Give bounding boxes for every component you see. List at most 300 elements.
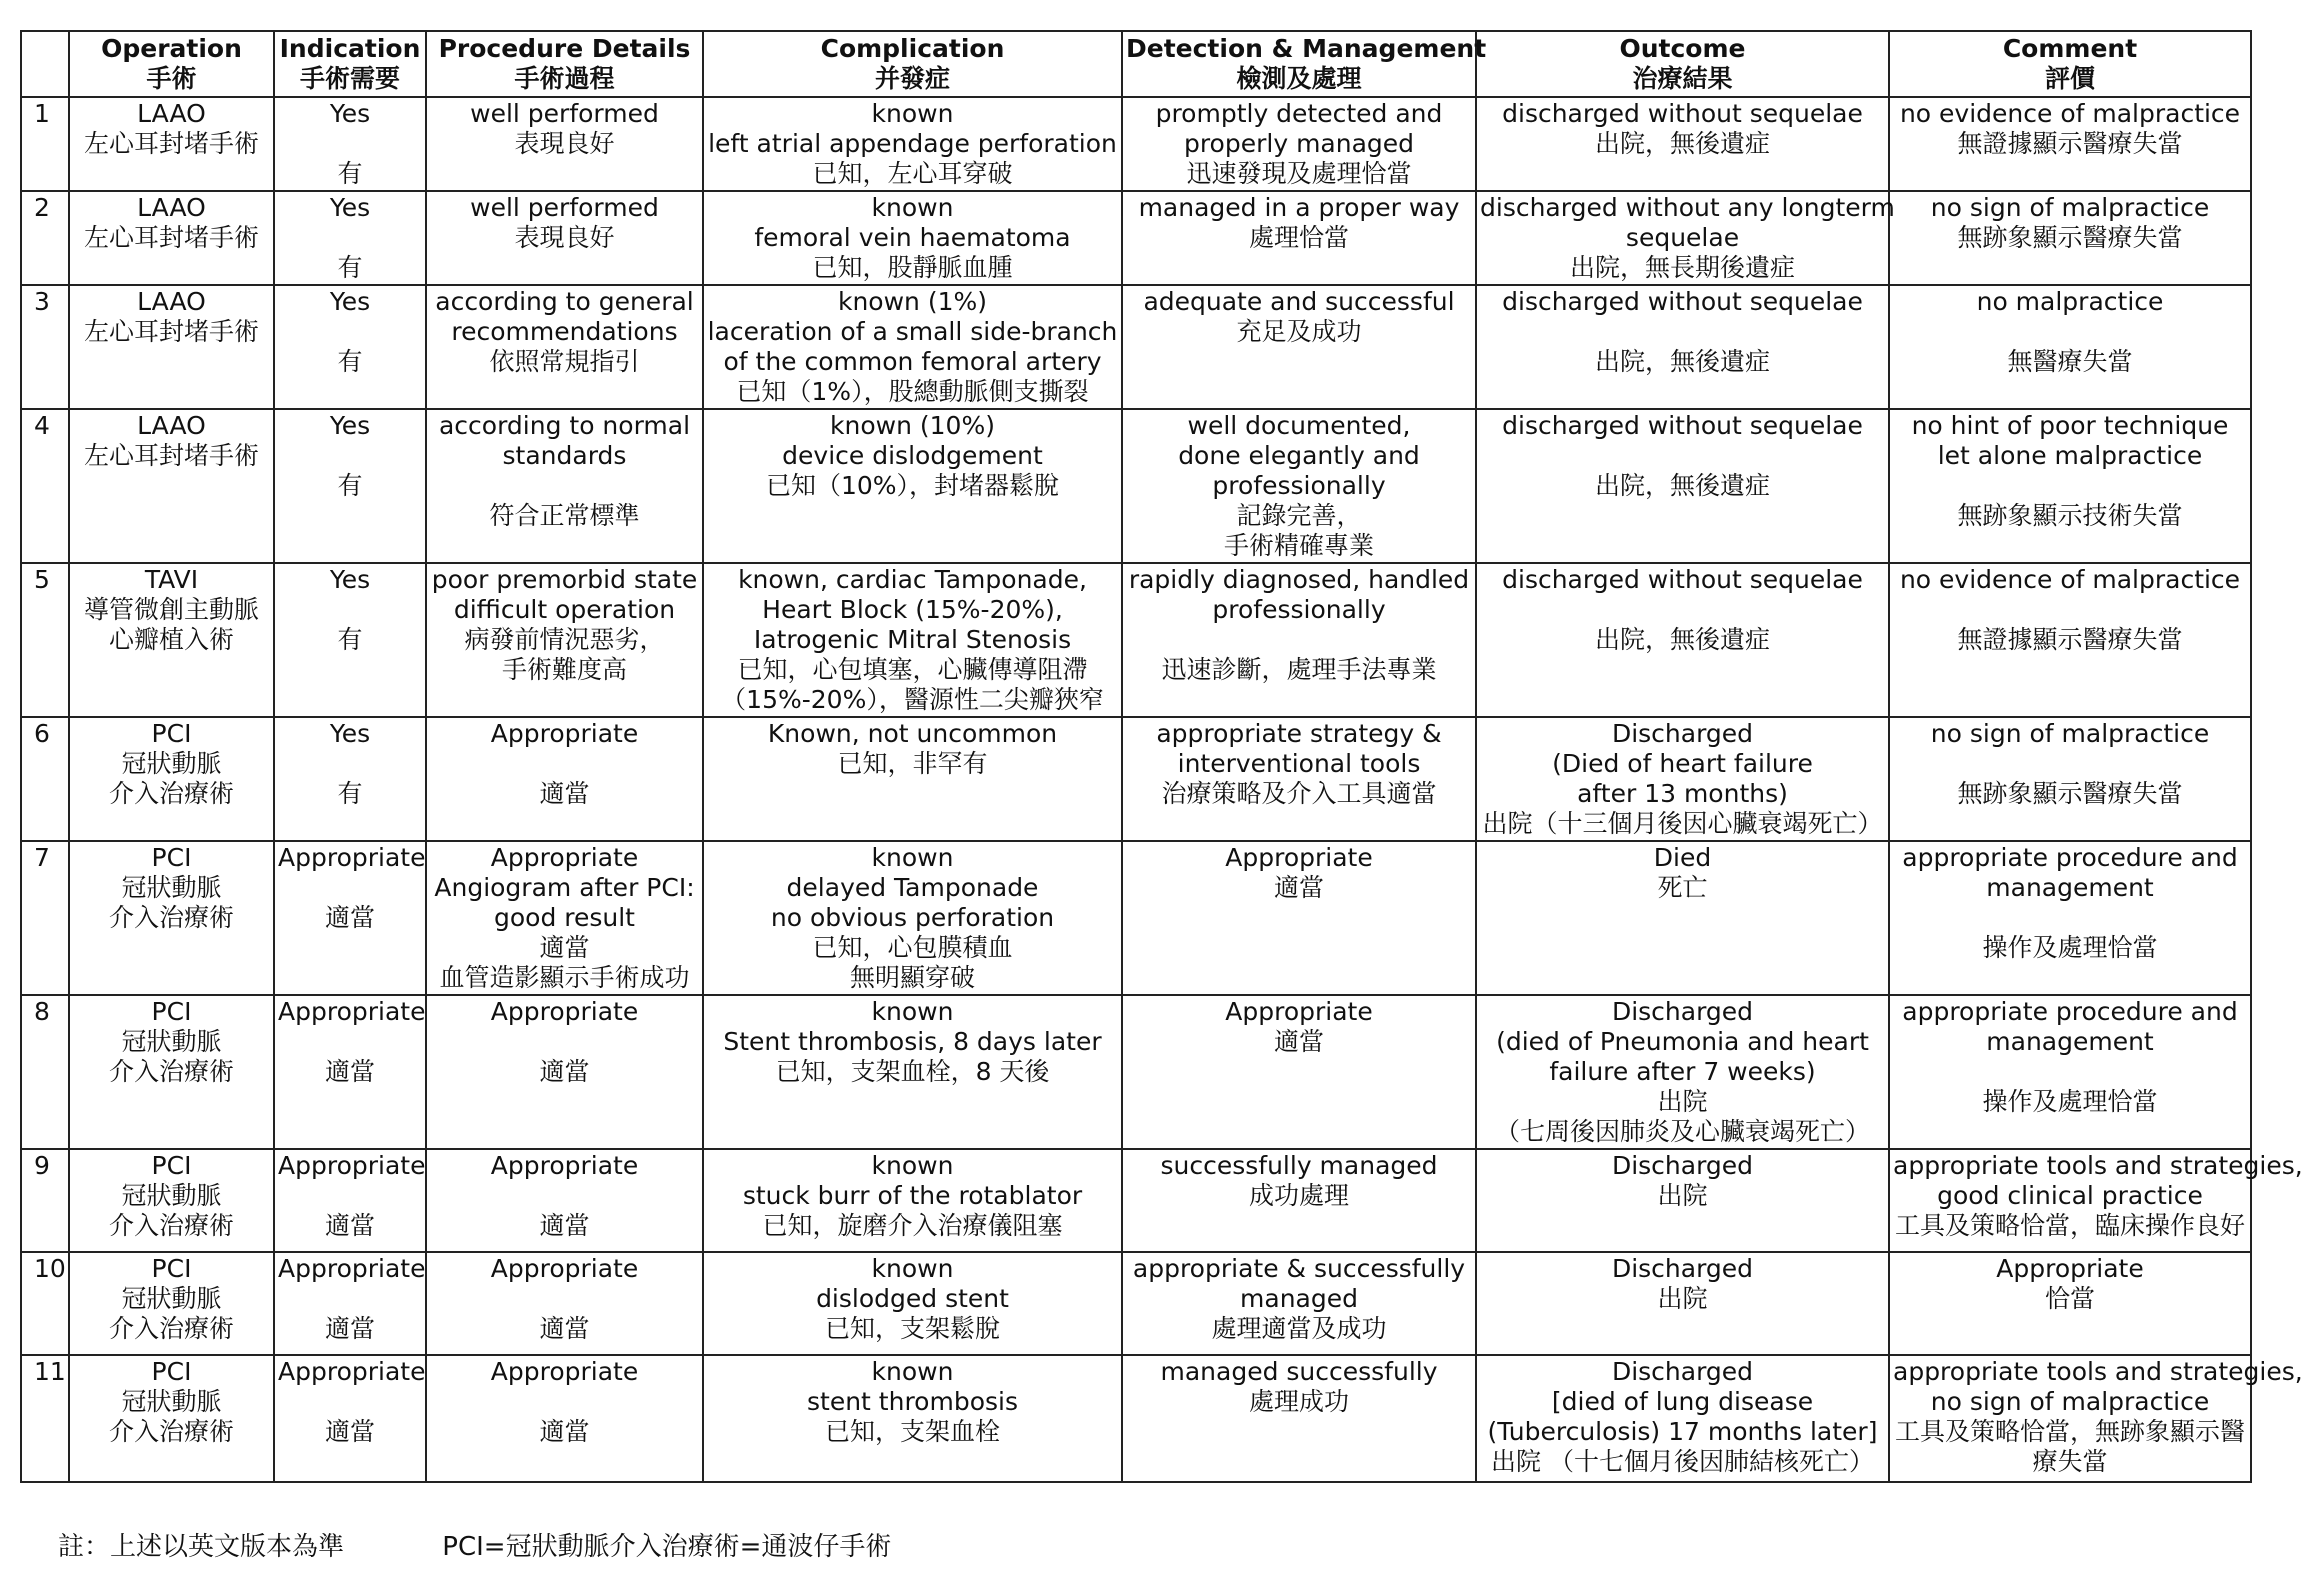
indication-text-line: Yes <box>329 411 371 440</box>
detection-cell <box>1122 841 1476 995</box>
indication-text-line <box>278 129 422 159</box>
indication-text-line: 有 <box>337 471 363 500</box>
comment-cell <box>1889 97 2251 191</box>
detection-text-line: 記錄完善， <box>1236 501 1362 530</box>
outcome-text-line: 出院，無後遺症 <box>1594 471 1770 500</box>
procedure-text-line: 表現良好 <box>514 223 615 252</box>
operation-text-line: LAAO <box>137 99 206 128</box>
complication-cell <box>703 717 1122 841</box>
row-number-cell <box>21 995 69 1149</box>
procedure-cell <box>426 717 703 841</box>
detection-text-line: well documented, <box>1187 411 1411 440</box>
comment-cell <box>1889 1252 2251 1355</box>
operation-text-line: 左心耳封堵手術 <box>83 317 259 346</box>
indication-text-line <box>278 1027 422 1057</box>
operation-text-line: 介入治療術 <box>108 1057 234 1086</box>
operation-text-line: 冠狀動脈 <box>121 1387 222 1416</box>
indication-text-line: Yes <box>329 99 371 128</box>
comment-text-line: no evidence of malpractice <box>1899 99 2241 128</box>
comment-cell <box>1889 285 2251 409</box>
outcome-text-line: (Died of heart failure <box>1552 749 1813 778</box>
outcome-text-line: 出院 <box>1657 1181 1708 1210</box>
indication-text-line <box>278 441 422 471</box>
outcome-text-line: Discharged <box>1611 1357 1754 1386</box>
operation-text-line: 左心耳封堵手術 <box>83 441 259 470</box>
comment-cell <box>1889 1355 2303 1482</box>
indication-cell <box>274 409 426 563</box>
operation-text-line: 冠狀動脈 <box>121 1181 222 1210</box>
indication-text-line: 適當 <box>324 1314 375 1343</box>
outcome-text-line: 出院，無後遺症 <box>1594 347 1770 376</box>
indication-text-line: Yes <box>329 287 371 316</box>
operation-cell <box>69 563 274 717</box>
procedure-cell <box>426 1355 703 1482</box>
complication-text-line: Heart Block (15%-20%), <box>762 595 1063 624</box>
outcome-cell <box>1476 1355 1889 1482</box>
complication-cell <box>703 191 1122 285</box>
complication-text-line: 已知，支架血栓，8 天後 <box>775 1057 1050 1086</box>
complication-text-line: known <box>871 1254 954 1283</box>
comment-text-line <box>1893 317 2247 347</box>
comment-text-line: 操作及處理恰當 <box>1982 933 2158 962</box>
detection-text-line: 處理適當及成功 <box>1211 1314 1387 1343</box>
operation-text-line: TAVI <box>144 565 199 594</box>
comment-text-line: 無證據顯示醫療失當 <box>1957 625 2183 654</box>
procedure-text-line: 適當 <box>539 1417 590 1446</box>
header-operation: Operation 手術 <box>69 31 274 97</box>
row-number-cell <box>21 1355 69 1482</box>
row-number: 11 <box>34 1357 66 1386</box>
comment-text-line: no malpractice <box>1976 287 2164 316</box>
outcome-text-line <box>1480 317 1885 347</box>
complication-cell <box>703 1252 1122 1355</box>
outcome-text-line <box>1480 595 1885 625</box>
detection-text-line: appropriate & successfully <box>1132 1254 1466 1283</box>
comment-text-line: 療失當 <box>2032 1447 2108 1476</box>
outcome-text-line: （七周後因肺炎及心臟衰竭死亡） <box>1494 1117 1870 1146</box>
outcome-text-line <box>1480 441 1885 471</box>
table-body <box>21 97 2303 1482</box>
indication-text-line <box>278 1387 422 1417</box>
outcome-cell <box>1476 995 1889 1149</box>
complication-text-line: laceration of a small side-branch <box>707 317 1118 346</box>
comment-text-line: no evidence of malpractice <box>1899 565 2241 594</box>
procedure-text-line: Appropriate <box>490 1254 639 1283</box>
table-row <box>21 409 2251 563</box>
indication-text-line <box>278 595 422 625</box>
indication-cell <box>274 285 426 409</box>
comment-cell <box>1889 841 2251 995</box>
operation-text-line: 冠狀動脈 <box>121 1027 222 1056</box>
complication-text-line: device dislodgement <box>782 441 1043 470</box>
operation-text-line: 介入治療術 <box>108 1417 234 1446</box>
indication-cell <box>274 1149 426 1252</box>
footnotes <box>58 1526 891 1563</box>
case-review-table <box>20 30 2303 1483</box>
procedure-text-line: difficult operation <box>453 595 676 624</box>
complication-text-line: 已知，心包膜積血 <box>812 933 1013 962</box>
outcome-text-line: discharged without sequelae <box>1502 99 1863 128</box>
procedure-text-line: 依照常規指引 <box>489 347 640 376</box>
outcome-text-line: Discharged <box>1611 1151 1754 1180</box>
procedure-text-line: according to normal <box>438 411 691 440</box>
complication-text-line: 已知（1%），股總動脈側支撕裂 <box>736 377 1089 406</box>
comment-cell <box>1889 717 2251 841</box>
comment-text-line: appropriate procedure and <box>1902 843 2238 872</box>
row-number-cell <box>21 191 69 285</box>
operation-text-line: PCI <box>151 1357 192 1386</box>
operation-text-line: PCI <box>151 997 192 1026</box>
procedure-text-line: Appropriate <box>490 843 639 872</box>
detection-text-line: 處理恰當 <box>1248 223 1349 252</box>
indication-cell <box>274 1252 426 1355</box>
comment-text-line: Appropriate <box>1996 1254 2144 1283</box>
indication-text-line: Appropriate <box>278 1151 426 1180</box>
outcome-text-line: Discharged <box>1611 997 1754 1026</box>
procedure-text-line: according to general <box>435 287 694 316</box>
operation-text-line: LAAO <box>137 287 206 316</box>
procedure-text-line: 表現良好 <box>514 129 615 158</box>
outcome-cell <box>1476 97 1889 191</box>
table-row <box>21 1355 2251 1482</box>
detection-cell <box>1122 409 1476 563</box>
procedure-text-line: 血管造影顯示手術成功 <box>439 963 690 992</box>
outcome-text-line: discharged without any longterm <box>1480 193 1895 222</box>
header-outcome: Outcome 治療結果 <box>1476 31 1889 97</box>
operation-text-line: 介入治療術 <box>108 1211 234 1240</box>
complication-text-line: of the common femoral artery <box>723 347 1102 376</box>
detection-cell <box>1122 995 1476 1149</box>
header-complication: Complication 并發症 <box>703 31 1122 97</box>
row-number: 7 <box>34 843 50 872</box>
detection-text-line: 處理成功 <box>1248 1387 1349 1416</box>
row-number: 10 <box>34 1254 66 1283</box>
operation-text-line: 介入治療術 <box>108 779 234 808</box>
operation-text-line: 冠狀動脈 <box>121 1284 222 1313</box>
comment-cell <box>1889 995 2251 1149</box>
complication-cell <box>703 285 1122 409</box>
comment-text-line: appropriate procedure and <box>1902 997 2238 1026</box>
indication-text-line: Appropriate <box>278 843 426 872</box>
detection-text-line: 迅速診斷，處理手法專業 <box>1161 655 1437 684</box>
comment-text-line: good clinical practice <box>1937 1181 2203 1210</box>
outcome-cell <box>1476 285 1889 409</box>
procedure-text-line <box>430 1284 699 1314</box>
complication-text-line: Known, not uncommon <box>767 719 1058 748</box>
row-number: 4 <box>34 411 50 440</box>
detection-text-line: 迅速發現及處理恰當 <box>1186 159 1412 188</box>
indication-text-line <box>278 1284 422 1314</box>
detection-text-line: adequate and successful <box>1143 287 1455 316</box>
operation-text-line: PCI <box>151 1151 192 1180</box>
case-review-table-sheet <box>20 30 2303 1483</box>
complication-cell <box>703 97 1122 191</box>
indication-cell <box>274 191 426 285</box>
indication-text-line: 有 <box>337 625 363 654</box>
complication-text-line: known (10%) <box>830 411 995 440</box>
footnote-language: 註：上述以英文版本為準 <box>58 1532 345 1562</box>
indication-text-line <box>278 1181 422 1211</box>
complication-text-line: （15%-20%），醫源性二尖瓣狹窄 <box>721 685 1104 714</box>
detection-text-line <box>1126 625 1472 655</box>
detection-text-line: managed <box>1240 1284 1358 1313</box>
indication-text-line <box>278 223 422 253</box>
complication-text-line: left atrial appendage perforation <box>708 129 1117 158</box>
row-number-cell <box>21 717 69 841</box>
operation-text-line: 左心耳封堵手術 <box>83 129 259 158</box>
comment-text-line: let alone malpractice <box>1937 441 2203 470</box>
indication-text-line: Appropriate <box>278 997 426 1026</box>
table-row <box>21 717 2251 841</box>
detection-cell <box>1122 285 1476 409</box>
indication-text-line: 有 <box>337 779 363 808</box>
table-row <box>21 1252 2251 1355</box>
complication-text-line: 已知（10%），封堵器鬆脫 <box>765 471 1060 500</box>
complication-text-line: Iatrogenic Mitral Stenosis <box>753 625 1072 654</box>
table-row <box>21 285 2251 409</box>
complication-text-line: known <box>871 997 954 1026</box>
row-number: 8 <box>34 997 50 1026</box>
indication-text-line: 有 <box>337 347 363 376</box>
outcome-cell <box>1476 1149 1889 1252</box>
outcome-text-line: discharged without sequelae <box>1502 287 1863 316</box>
complication-text-line: 已知，支架鬆脫 <box>824 1314 1000 1343</box>
operation-text-line: PCI <box>151 1254 192 1283</box>
comment-text-line: no sign of malpractice <box>1930 1387 2210 1416</box>
operation-cell <box>69 717 274 841</box>
indication-cell <box>274 1355 426 1482</box>
comment-text-line: no sign of malpractice <box>1930 193 2210 222</box>
procedure-text-line: Angiogram after PCI: <box>434 873 695 902</box>
outcome-text-line: 出院，無後遺症 <box>1594 129 1770 158</box>
table-row <box>21 1149 2251 1252</box>
comment-text-line: no hint of poor technique <box>1911 411 2229 440</box>
row-number-cell <box>21 285 69 409</box>
detection-text-line: 充足及成功 <box>1236 317 1362 346</box>
procedure-text-line: Appropriate <box>490 1357 639 1386</box>
operation-text-line: 冠狀動脈 <box>121 749 222 778</box>
operation-text-line: 介入治療術 <box>108 903 234 932</box>
outcome-cell <box>1476 409 1889 563</box>
outcome-cell <box>1476 191 1895 285</box>
comment-text-line <box>1893 595 2247 625</box>
complication-text-line: 已知，支架血栓 <box>824 1417 1000 1446</box>
header-detection: Detection & Management 檢測及處理 <box>1122 31 1476 97</box>
detection-text-line: professionally <box>1212 595 1386 624</box>
detection-cell <box>1122 191 1476 285</box>
operation-cell <box>69 97 274 191</box>
procedure-text-line: 手術難度高 <box>501 655 627 684</box>
operation-text-line: LAAO <box>137 411 206 440</box>
complication-cell <box>703 841 1122 995</box>
complication-text-line: 已知，股靜脈血腫 <box>812 253 1013 282</box>
outcome-text-line: (died of Pneumonia and heart <box>1496 1027 1869 1056</box>
outcome-text-line: 出院（十三個月後因心臟衰竭死亡） <box>1482 809 1883 838</box>
complication-text-line: known <box>871 1357 954 1386</box>
procedure-cell <box>426 563 703 717</box>
operation-text-line: PCI <box>151 719 192 748</box>
complication-text-line: 已知，旋磨介入治療儀阻塞 <box>762 1211 1063 1240</box>
procedure-text-line: well performed <box>470 193 659 222</box>
indication-cell <box>274 563 426 717</box>
complication-text-line: known <box>871 843 954 872</box>
operation-text-line: 介入治療術 <box>108 1314 234 1343</box>
indication-text-line: Yes <box>329 193 371 222</box>
comment-text-line <box>1893 749 2247 779</box>
procedure-text-line <box>430 1027 699 1057</box>
detection-cell <box>1122 1252 1476 1355</box>
indication-text-line: 適當 <box>324 1211 375 1240</box>
comment-text-line: management <box>1986 1027 2154 1056</box>
procedure-cell <box>426 1252 703 1355</box>
complication-text-line: no obvious perforation <box>770 903 1055 932</box>
indication-text-line <box>278 749 422 779</box>
outcome-text-line: 出院，無長期後遺症 <box>1569 253 1795 282</box>
indication-text-line: Yes <box>329 719 371 748</box>
procedure-cell <box>426 409 703 563</box>
indication-text-line: Yes <box>329 565 371 594</box>
row-number-cell <box>21 841 69 995</box>
outcome-text-line: 死亡 <box>1657 873 1708 902</box>
procedure-text-line: 適當 <box>539 933 590 962</box>
procedure-text-line <box>430 1387 699 1417</box>
detection-text-line: 適當 <box>1273 1027 1324 1056</box>
detection-text-line: Appropriate <box>1225 843 1373 872</box>
procedure-cell <box>426 285 703 409</box>
operation-text-line: 導管微創主動脈 <box>83 595 259 624</box>
header-comment: Comment 評價 <box>1889 31 2251 97</box>
detection-text-line: 手術精確專業 <box>1223 531 1374 560</box>
table-row <box>21 97 2251 191</box>
outcome-text-line: [died of lung disease <box>1551 1387 1814 1416</box>
table-row <box>21 995 2251 1149</box>
outcome-text-line: Discharged <box>1611 1254 1754 1283</box>
procedure-cell <box>426 1149 703 1252</box>
indication-text-line: Appropriate <box>278 1357 426 1386</box>
procedure-text-line <box>430 1181 699 1211</box>
detection-text-line: promptly detected and <box>1155 99 1443 128</box>
operation-text-line: PCI <box>151 843 192 872</box>
procedure-text-line: 適當 <box>539 1057 590 1086</box>
header-procedure: Procedure Details 手術過程 <box>426 31 703 97</box>
detection-text-line: managed successfully <box>1160 1357 1438 1386</box>
operation-text-line: 左心耳封堵手術 <box>83 223 259 252</box>
comment-text-line: 無跡象顯示醫療失當 <box>1957 223 2183 252</box>
detection-cell <box>1122 1149 1476 1252</box>
comment-text-line: management <box>1986 873 2154 902</box>
complication-text-line: known, cardiac Tamponade, <box>738 565 1087 594</box>
comment-text-line: 恰當 <box>2044 1284 2095 1313</box>
comment-text-line <box>1893 1057 2247 1087</box>
outcome-text-line: failure after 7 weeks) <box>1549 1057 1816 1086</box>
complication-cell <box>703 563 1122 717</box>
comment-text-line <box>1893 903 2247 933</box>
procedure-cell <box>426 97 703 191</box>
complication-text-line: dislodged stent <box>816 1284 1009 1313</box>
row-number: 5 <box>34 565 50 594</box>
procedure-text-line: good result <box>493 903 635 932</box>
comment-cell <box>1889 191 2251 285</box>
row-number: 9 <box>34 1151 50 1180</box>
indication-text-line: 有 <box>337 253 363 282</box>
outcome-text-line: (Tuberculosis) 17 months later] <box>1487 1417 1878 1446</box>
operation-cell <box>69 1355 274 1482</box>
complication-text-line: stent thrombosis <box>807 1387 1018 1416</box>
comment-text-line: appropriate tools and strategies, <box>1893 1151 2303 1180</box>
row-number: 3 <box>34 287 50 316</box>
table-row <box>21 563 2251 717</box>
detection-text-line: professionally <box>1212 471 1386 500</box>
outcome-text-line: 出院 <box>1657 1284 1708 1313</box>
comment-text-line: no sign of malpractice <box>1930 719 2210 748</box>
outcome-cell <box>1476 1252 1889 1355</box>
indication-text-line: Appropriate <box>278 1254 426 1283</box>
complication-cell <box>703 1355 1122 1482</box>
operation-cell <box>69 995 274 1149</box>
row-number-cell <box>21 97 69 191</box>
outcome-cell <box>1476 717 1889 841</box>
detection-text-line: 適當 <box>1273 873 1324 902</box>
operation-cell <box>69 1149 274 1252</box>
comment-text-line: appropriate tools and strategies, <box>1893 1357 2303 1386</box>
procedure-text-line: well performed <box>470 99 659 128</box>
detection-cell <box>1122 1355 1476 1482</box>
indication-cell <box>274 995 426 1149</box>
complication-text-line: stuck burr of the rotablator <box>742 1181 1083 1210</box>
detection-text-line: done elegantly and <box>1178 441 1420 470</box>
complication-text-line: known <box>871 99 954 128</box>
procedure-text-line: 適當 <box>539 1314 590 1343</box>
complication-text-line: 已知，心包填塞，心臟傳導阻滯 <box>737 655 1088 684</box>
complication-cell <box>703 1149 1122 1252</box>
procedure-text-line <box>430 749 699 779</box>
detection-text-line: properly managed <box>1183 129 1415 158</box>
footnote-pci-definition: PCI=冠狀動脈介入治療術=通波仔手術 <box>442 1532 892 1562</box>
detection-text-line: rapidly diagnosed, handled <box>1128 565 1470 594</box>
comment-text-line: 操作及處理恰當 <box>1982 1087 2158 1116</box>
procedure-cell <box>426 191 703 285</box>
comment-text-line: 無證據顯示醫療失當 <box>1957 129 2183 158</box>
detection-text-line: managed in a proper way <box>1138 193 1460 222</box>
outcome-cell <box>1476 841 1889 995</box>
outcome-cell <box>1476 563 1889 717</box>
operation-cell <box>69 841 274 995</box>
detection-text-line: 治療策略及介入工具適當 <box>1161 779 1437 808</box>
indication-text-line: 有 <box>337 159 363 188</box>
outcome-text-line: 出院，無後遺症 <box>1594 625 1770 654</box>
outcome-text-line: Died <box>1653 843 1712 872</box>
comment-text-line <box>1893 471 2247 501</box>
outcome-text-line: 出院 （十七個月後因肺結核死亡） <box>1491 1447 1874 1476</box>
row-number-cell <box>21 1252 69 1355</box>
outcome-text-line: Discharged <box>1611 719 1754 748</box>
indication-text-line: 適當 <box>324 1417 375 1446</box>
procedure-text-line: 適當 <box>539 1211 590 1240</box>
table-row <box>21 841 2251 995</box>
row-number-cell <box>21 409 69 563</box>
outcome-text-line: discharged without sequelae <box>1502 565 1863 594</box>
detection-cell <box>1122 97 1476 191</box>
outcome-text-line: sequelae <box>1625 223 1740 252</box>
header-no <box>21 31 69 97</box>
complication-text-line: known (1%) <box>837 287 988 316</box>
detection-text-line: successfully managed <box>1160 1151 1438 1180</box>
comment-text-line: 工具及策略恰當，臨床操作良好 <box>1894 1211 2245 1240</box>
row-number-cell <box>21 563 69 717</box>
complication-text-line: 已知，非罕有 <box>837 749 988 778</box>
detection-text-line: appropriate strategy & <box>1156 719 1442 748</box>
procedure-text-line: 符合正常標準 <box>489 501 640 530</box>
